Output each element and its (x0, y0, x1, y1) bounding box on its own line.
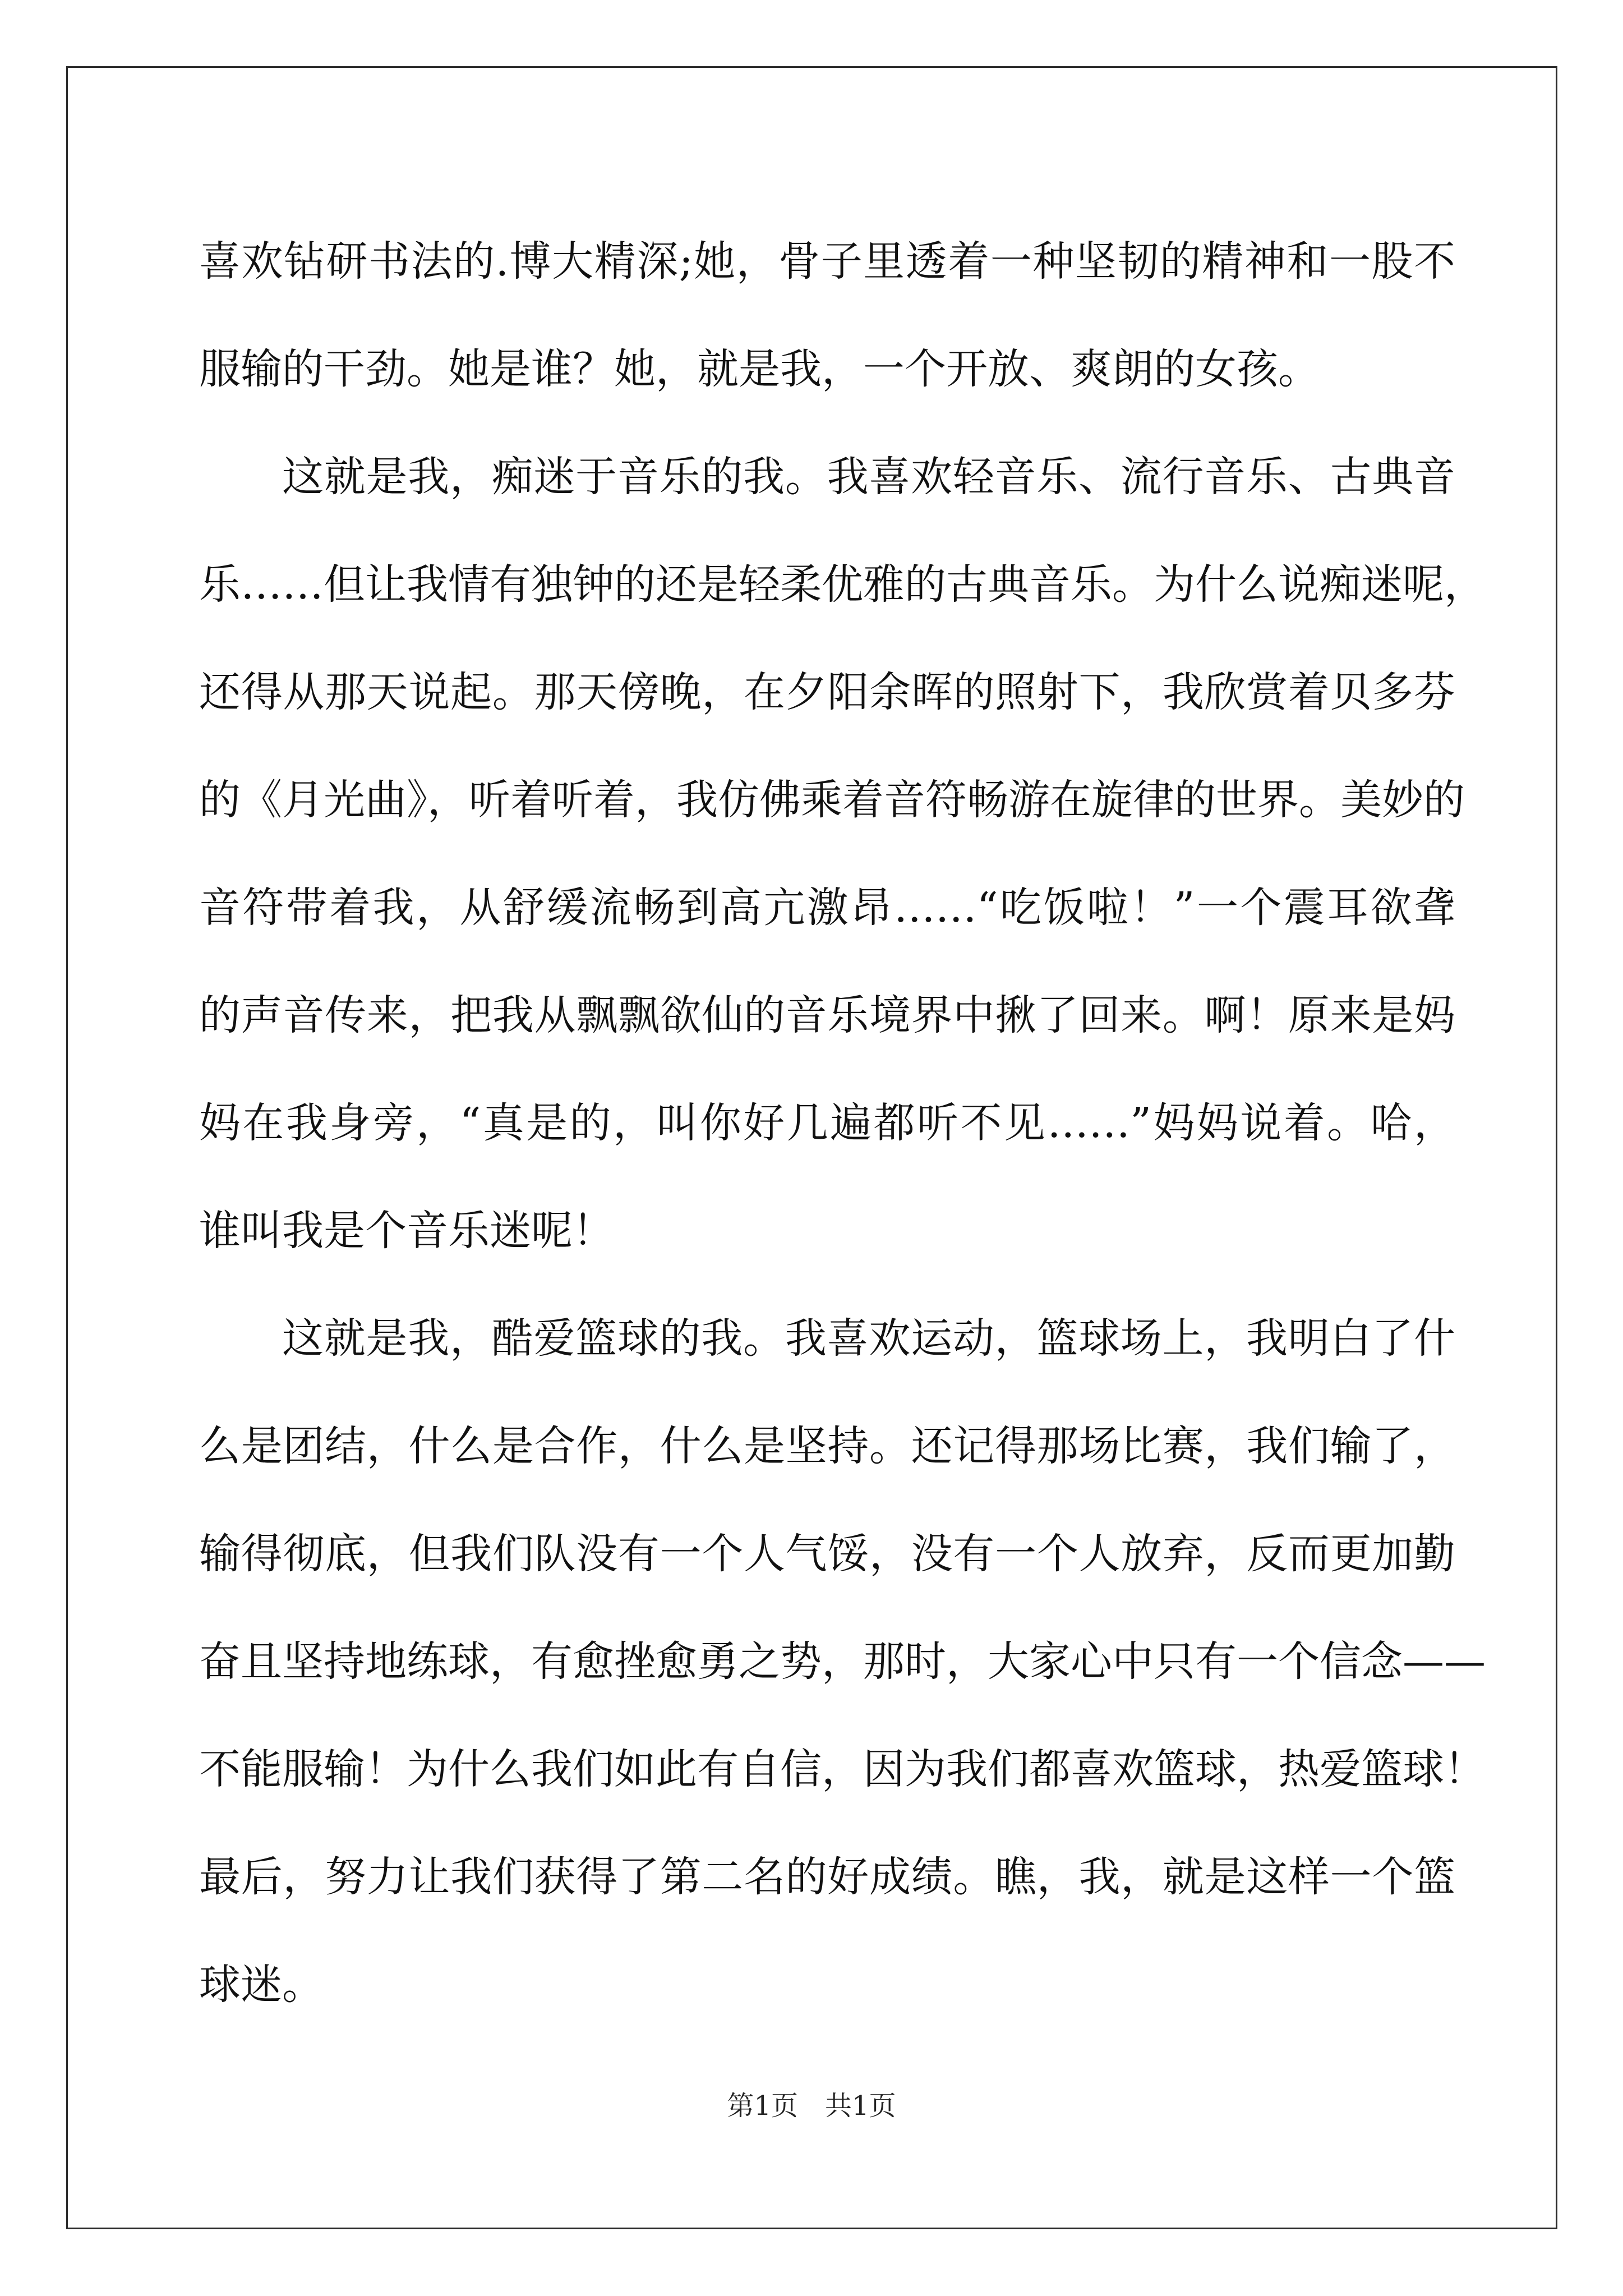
text-line: 最后，努力让我们获得了第二名的好成绩。瞧，我，就是这样一个篮 (199, 1853, 1455, 1901)
text-line: 不能服输！为什么我们如此有自信，因为我们都喜欢篮球，热爱篮球！ (199, 1745, 1486, 1793)
text-line: 妈在我身旁，“真是的，叫你好几遍都听不见……”妈妈说着。哈， (199, 1099, 1455, 1147)
text-line: 喜欢钻研书法的.博大精深;她，骨子里透着一种坚韧的精神和一股不 (199, 237, 1455, 286)
text-line: 还得从那天说起。那天傍晚，在夕阳余晖的照射下，我欣赏着贝多芬 (199, 668, 1455, 716)
text-line: 乐……但让我情有独钟的还是轻柔优雅的古典音乐。为什么说痴迷呢， (199, 560, 1486, 609)
text-line: 奋且坚持地练球，有愈挫愈勇之势，那时，大家心中只有一个信念—— (199, 1637, 1486, 1686)
text-line: 么是团结，什么是合作，什么是坚持。还记得那场比赛，我们输了， (199, 1422, 1455, 1470)
paragraph-start-line: 这就是我，酷爱篮球的我。我喜欢运动，篮球场上，我明白了什 (282, 1314, 1455, 1363)
text-line: 的《月光曲》，听着听着，我仿佛乘着音符畅游在旋律的世界。美妙的 (199, 776, 1465, 824)
text-line: 输得彻底，但我们队没有一个人气馁，没有一个人放弃，反而更加勤 (199, 1530, 1455, 1578)
text-line: 音符带着我，从舒缓流畅到高亢激昂……“吃饭啦！”一个震耳欲聋 (199, 884, 1455, 932)
page-footer: 第1页 共1页 (727, 2090, 896, 2122)
document-body (199, 208, 1486, 2039)
text-line: 的声音传来，把我从飘飘欲仙的音乐境界中揪了回来。啊！原来是妈 (199, 991, 1455, 1039)
text-line: 谁叫我是个音乐迷呢！ (199, 1207, 614, 1255)
paragraph-start-line: 这就是我，痴迷于音乐的我。我喜欢轻音乐、流行音乐、古典音 (282, 453, 1455, 501)
text-line: 服输的干劲。她是谁？她，就是我，一个开放、爽朗的女孩。 (199, 345, 1320, 393)
text-line: 球迷。 (199, 1961, 324, 2009)
